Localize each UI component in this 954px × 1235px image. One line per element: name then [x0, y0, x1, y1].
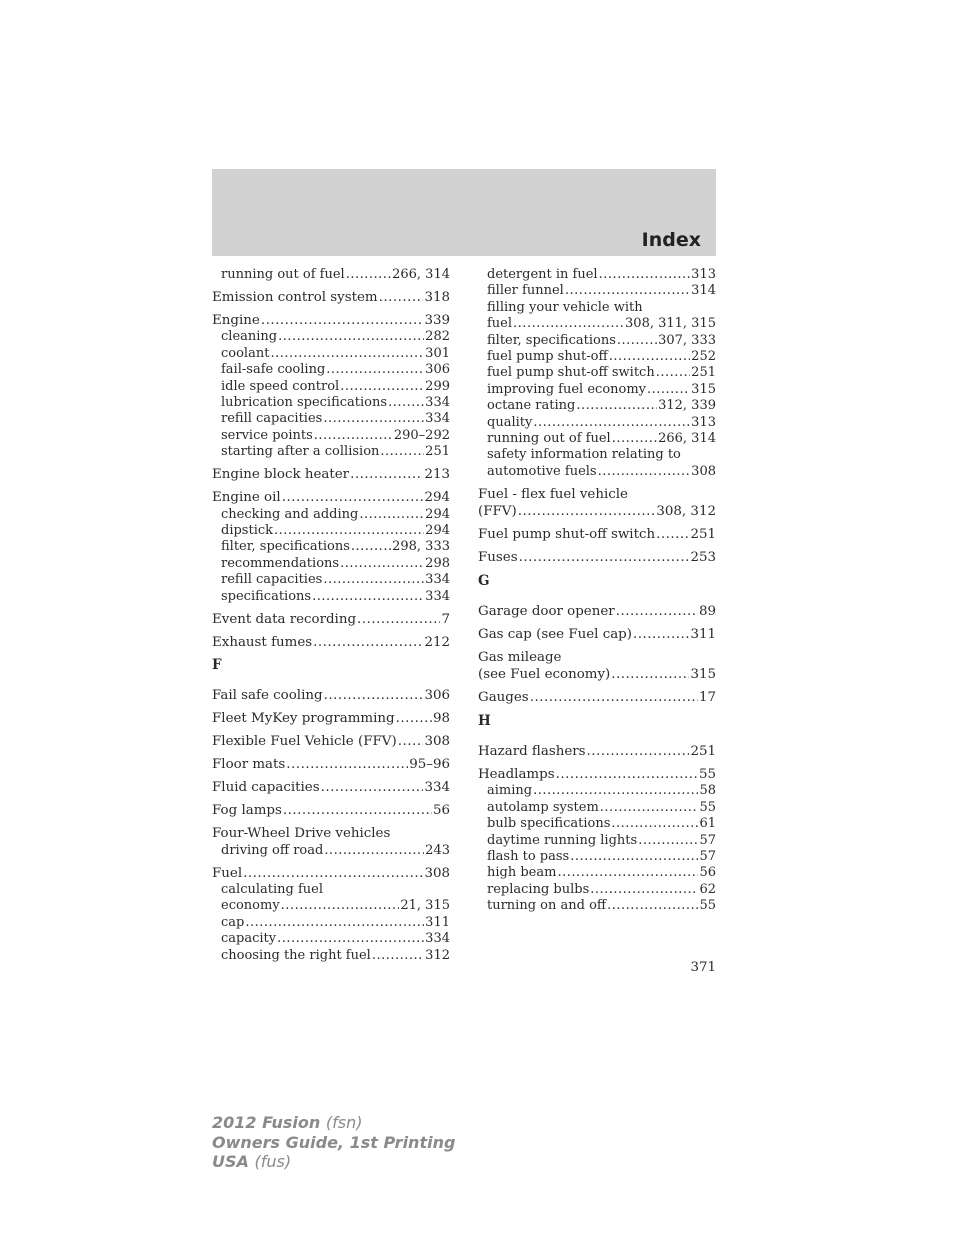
index-entry	[478, 486, 716, 504]
entry-term: lubrication specifications	[221, 395, 388, 411]
entry-pages: 57	[699, 848, 716, 864]
index-subentry	[478, 333, 716, 349]
dot-leader	[533, 783, 698, 799]
index-subentry	[478, 267, 716, 283]
entry-term: checking and adding	[221, 506, 359, 522]
entry-pages: 243	[425, 842, 450, 858]
dot-leader	[530, 689, 698, 707]
entry-pages: 334	[425, 588, 450, 604]
entry-pages: 57	[699, 832, 716, 848]
entry-term: fuel pump shut-off	[487, 349, 608, 365]
index-entry	[212, 289, 450, 307]
dot-leader	[350, 466, 423, 484]
index-entry	[478, 503, 716, 521]
index-subentry	[212, 507, 450, 523]
dot-leader	[357, 611, 440, 629]
entry-term: Hazard flashers	[478, 743, 586, 759]
index-entry	[478, 689, 716, 707]
entry-term: (FFV)	[478, 504, 517, 520]
entry-term: Gas cap (see Fuel cap)	[478, 626, 632, 642]
entry-pages: 266, 314	[658, 431, 716, 447]
entry-term: Engine block heater	[212, 467, 350, 483]
index-entry	[212, 611, 450, 629]
index-entry	[478, 666, 716, 684]
entry-pages: 308	[424, 865, 450, 881]
entry-pages: 315	[691, 381, 716, 397]
entry-term: Headlamps	[478, 766, 555, 782]
dot-leader	[600, 800, 699, 816]
index-subentry	[478, 898, 716, 914]
entry-pages: 306	[425, 362, 450, 378]
entry-pages: 7	[441, 611, 450, 627]
index-entry	[212, 710, 450, 728]
index-subentry	[212, 523, 450, 539]
dot-leader	[274, 523, 424, 539]
entry-term: Four-Wheel Drive vehicles	[212, 826, 391, 842]
entry-pages: 301	[425, 345, 450, 361]
section-letter: G	[478, 572, 490, 589]
index-subentry	[212, 428, 450, 444]
dot-leader	[647, 382, 690, 398]
dot-leader	[324, 843, 424, 859]
entry-pages: 311	[690, 626, 716, 642]
dot-leader	[277, 931, 424, 947]
entry-term: autolamp system	[487, 799, 599, 815]
dot-leader	[519, 549, 690, 567]
entry-term: Gas mileage	[478, 649, 562, 665]
entry-term: Fuel	[212, 865, 243, 881]
dot-leader	[565, 283, 690, 299]
entry-pages: 21, 315	[400, 898, 450, 914]
index-entry	[478, 743, 716, 761]
entry-pages: 251	[690, 527, 716, 543]
entry-term: starting after a collision	[221, 444, 380, 460]
index-subentry	[212, 556, 450, 572]
entry-pages: 251	[425, 444, 450, 460]
index-subentry	[478, 849, 716, 865]
dot-leader	[312, 589, 424, 605]
entry-term: dipstick	[221, 523, 274, 539]
footer-market-code: (fus)	[254, 1152, 292, 1171]
index-column-left	[212, 267, 450, 964]
dot-leader	[598, 464, 691, 480]
index-subentry	[478, 882, 716, 898]
index-subentry	[212, 444, 450, 460]
entry-term: Fuses	[478, 550, 518, 566]
entry-term: aiming	[487, 783, 533, 799]
entry-pages: 307, 333	[658, 332, 716, 348]
index-subentry	[478, 447, 716, 463]
index-subentry	[478, 800, 716, 816]
footer-line-1	[212, 1113, 455, 1133]
index-entry	[212, 687, 450, 705]
entry-pages: 308	[691, 463, 716, 479]
entry-term: fuel pump shut-off switch	[487, 365, 655, 381]
dot-leader	[611, 666, 689, 684]
index-subentry	[478, 816, 716, 832]
entry-pages: 56	[699, 865, 716, 881]
index-subentry	[478, 316, 716, 332]
index-entry	[212, 756, 450, 774]
index-subentry	[212, 915, 450, 931]
dot-leader	[278, 329, 424, 345]
index-subentry	[478, 300, 716, 316]
entry-term: Flexible Fuel Vehicle (FFV)	[212, 734, 397, 750]
index-subentry	[212, 539, 450, 555]
dot-leader	[612, 431, 657, 447]
index-subentry	[478, 365, 716, 381]
entry-pages: 308	[424, 734, 450, 750]
index-subentry	[212, 948, 450, 964]
entry-term: fuel	[487, 316, 513, 332]
index-subentry	[478, 865, 716, 881]
entry-pages: 318	[424, 289, 450, 305]
entry-pages: 251	[691, 365, 716, 381]
dot-leader	[656, 365, 690, 381]
dot-leader	[633, 626, 689, 644]
entry-pages: 313	[691, 414, 716, 430]
dot-leader	[245, 915, 424, 931]
entry-term: Fluid capacities	[212, 780, 320, 796]
dot-leader	[243, 865, 423, 883]
entry-pages: 253	[690, 550, 716, 566]
entry-term: octane rating	[487, 398, 576, 414]
dot-leader	[321, 779, 424, 797]
dot-leader	[379, 289, 424, 307]
index-entry	[212, 634, 450, 652]
entry-pages: 298, 333	[392, 539, 450, 555]
index-entry	[212, 466, 450, 484]
entry-pages: 313	[691, 267, 716, 282]
entry-term: filling your vehicle with	[487, 299, 643, 315]
index-subentry	[478, 783, 716, 799]
entry-pages: 294	[424, 490, 450, 506]
dot-leader	[324, 687, 424, 705]
index-subentry	[212, 411, 450, 427]
entry-term: Engine	[212, 312, 260, 328]
entry-pages: 334	[425, 411, 450, 427]
entry-term: capacity	[221, 931, 277, 947]
index-entry	[478, 766, 716, 784]
section-letter: H	[478, 712, 491, 729]
entry-pages: 334	[425, 931, 450, 947]
entry-term: Fail safe cooling	[212, 688, 323, 704]
index-subentry	[212, 589, 450, 605]
entry-term: Engine oil	[212, 490, 281, 506]
entry-term: detergent in fuel	[487, 267, 598, 282]
index-subentry	[212, 379, 450, 395]
dot-leader	[518, 503, 656, 521]
entry-pages: 312, 339	[658, 398, 716, 414]
dot-leader	[513, 316, 624, 332]
index-entry	[478, 626, 716, 644]
page-title: Index	[641, 229, 701, 251]
index-entry	[478, 603, 716, 621]
entry-term: coolant	[221, 345, 270, 361]
entry-term: Exhaust fumes	[212, 634, 313, 650]
entry-term: cleaning	[221, 329, 278, 345]
entry-pages: 89	[698, 603, 716, 619]
entry-term: Event data recording	[212, 611, 357, 627]
entry-pages: 311	[425, 914, 450, 930]
dot-leader	[340, 379, 424, 395]
entry-term: quality	[487, 414, 533, 430]
entry-term: daytime running lights	[487, 832, 638, 848]
entry-term: replacing bulbs	[487, 881, 590, 897]
section-letter: F	[212, 657, 222, 674]
dot-leader	[314, 428, 393, 444]
dot-leader	[283, 802, 432, 820]
dot-leader	[590, 882, 698, 898]
entry-term: improving fuel economy	[487, 381, 647, 397]
index-subentry	[478, 349, 716, 365]
dot-leader	[599, 267, 691, 283]
entry-pages: 334	[424, 780, 450, 796]
entry-term: idle speed control	[221, 378, 340, 394]
index-subentry	[478, 415, 716, 431]
dot-leader	[340, 556, 424, 572]
dot-leader	[656, 526, 689, 544]
dot-leader	[359, 507, 424, 523]
dot-leader	[576, 398, 657, 414]
entry-pages: 98	[432, 711, 450, 727]
entry-term: refill capacities	[221, 411, 323, 427]
footer-line-2: Owners Guide, 1st Printing	[212, 1132, 456, 1152]
index-entry	[478, 526, 716, 544]
entry-pages: 95–96	[409, 757, 450, 773]
index-subentry	[212, 362, 450, 378]
index-subentry	[478, 398, 716, 414]
entry-term: Emission control system	[212, 289, 378, 305]
dot-leader	[270, 346, 424, 362]
entry-pages: 294	[425, 523, 450, 539]
entry-pages: 312	[425, 947, 450, 963]
dot-leader	[326, 362, 424, 378]
entry-term: choosing the right fuel	[221, 947, 371, 963]
index-subentry	[478, 283, 716, 299]
entry-term: Garage door opener	[478, 603, 615, 619]
entry-term: filler funnel	[487, 283, 564, 299]
entry-term: running out of fuel	[487, 431, 611, 447]
dot-leader	[607, 898, 698, 914]
header-band	[212, 169, 716, 256]
dot-leader	[398, 733, 424, 751]
entry-pages: 299	[425, 378, 450, 394]
entry-term: filter, specifications	[221, 539, 350, 555]
entry-pages: 58	[699, 783, 716, 799]
entry-pages: 290–292	[393, 427, 450, 443]
footer-model-code: (fsn)	[325, 1113, 363, 1132]
dot-leader	[286, 756, 408, 774]
index-subentry	[212, 395, 450, 411]
dot-leader	[380, 444, 424, 460]
entry-term: Fog lamps	[212, 803, 282, 819]
entry-pages: 306	[424, 688, 450, 704]
entry-pages: 334	[425, 572, 450, 588]
index-subentry	[478, 464, 716, 480]
dot-leader	[609, 349, 690, 365]
entry-term: automotive fuels	[487, 463, 597, 479]
entry-term: filter, specifications	[487, 332, 616, 348]
entry-term: economy	[221, 898, 280, 914]
entry-term: safety information relating to	[487, 447, 681, 463]
dot-leader	[261, 312, 424, 330]
entry-pages: 17	[698, 690, 716, 706]
dot-leader	[557, 865, 698, 881]
entry-term: Fuel pump shut-off switch	[478, 527, 656, 543]
dot-leader	[346, 267, 391, 283]
index-subentry	[212, 346, 450, 362]
entry-term: cap	[221, 914, 245, 930]
dot-leader	[570, 849, 698, 865]
index-entry	[212, 779, 450, 797]
index-entry	[212, 733, 450, 751]
entry-term: driving off road	[221, 842, 324, 858]
dot-leader	[388, 395, 424, 411]
index-column-right	[478, 267, 716, 915]
index-subentry	[212, 572, 450, 588]
index-entry	[478, 649, 716, 667]
entry-pages: 308, 312	[656, 504, 716, 520]
entry-pages: 251	[690, 743, 716, 759]
dot-leader	[611, 816, 698, 832]
entry-pages: 266, 314	[392, 267, 450, 282]
index-subentry	[212, 931, 450, 947]
entry-pages: 213	[424, 467, 450, 483]
index-entry	[212, 489, 450, 507]
dot-leader	[351, 539, 391, 555]
entry-term: Floor mats	[212, 757, 286, 773]
dot-leader	[313, 634, 423, 652]
dot-leader	[616, 603, 698, 621]
entry-pages: 294	[425, 506, 450, 522]
footer-market: USA	[212, 1152, 249, 1171]
index-subentry	[478, 833, 716, 849]
dot-leader	[372, 948, 424, 964]
entry-term: running out of fuel	[221, 267, 345, 282]
entry-pages: 61	[699, 816, 716, 832]
entry-term: Gauges	[478, 690, 529, 706]
footer	[212, 1113, 455, 1172]
page-number: 371	[690, 960, 716, 975]
entry-term: bulb specifications	[487, 816, 611, 832]
footer-model: 2012 Fusion	[212, 1113, 321, 1132]
entry-pages: 56	[432, 803, 450, 819]
dot-leader	[323, 411, 424, 427]
index-entry	[212, 865, 450, 883]
index-subentry	[212, 882, 450, 898]
entry-term: recommendations	[221, 555, 340, 571]
entry-term: (see Fuel economy)	[478, 667, 611, 683]
entry-term: Fuel - flex fuel vehicle	[478, 486, 628, 502]
entry-term: specifications	[221, 588, 312, 604]
entry-pages: 55	[699, 898, 716, 914]
entry-pages: 315	[690, 667, 716, 683]
dot-leader	[617, 333, 657, 349]
dot-leader	[396, 710, 432, 728]
entry-pages: 314	[691, 283, 716, 299]
index-subentry	[478, 431, 716, 447]
entry-pages: 55	[699, 799, 716, 815]
entry-pages: 282	[425, 329, 450, 345]
dot-leader	[281, 898, 400, 914]
entry-pages: 339	[424, 312, 450, 328]
dot-leader	[556, 766, 698, 784]
dot-leader	[533, 415, 690, 431]
entry-pages: 212	[424, 634, 450, 650]
index-entry	[478, 549, 716, 567]
index-subentry	[212, 843, 450, 859]
index-subentry	[212, 329, 450, 345]
entry-pages: 308, 311, 315	[625, 316, 716, 332]
index-entry	[212, 825, 450, 843]
entry-term: refill capacities	[221, 572, 323, 588]
entry-term: service points	[221, 427, 313, 443]
index-subentry	[212, 898, 450, 914]
dot-leader	[587, 743, 690, 761]
dot-leader	[638, 833, 698, 849]
entry-pages: 252	[691, 349, 716, 365]
index-entry	[212, 312, 450, 330]
index-entry	[212, 802, 450, 820]
footer-line-3	[212, 1152, 455, 1172]
entry-term: Fleet MyKey programming	[212, 711, 395, 727]
entry-pages: 334	[425, 395, 450, 411]
entry-pages: 298	[425, 555, 450, 571]
entry-pages: 62	[699, 881, 716, 897]
index-subentry	[212, 267, 450, 283]
entry-term: calculating fuel	[221, 882, 323, 897]
entry-term: flash to pass	[487, 848, 570, 864]
entry-term: high beam	[487, 865, 557, 881]
entry-pages: 55	[698, 766, 716, 782]
entry-term: turning on and off	[487, 898, 607, 914]
dot-leader	[282, 489, 424, 507]
entry-term: fail-safe cooling	[221, 362, 326, 378]
index-subentry	[478, 382, 716, 398]
dot-leader	[323, 572, 424, 588]
